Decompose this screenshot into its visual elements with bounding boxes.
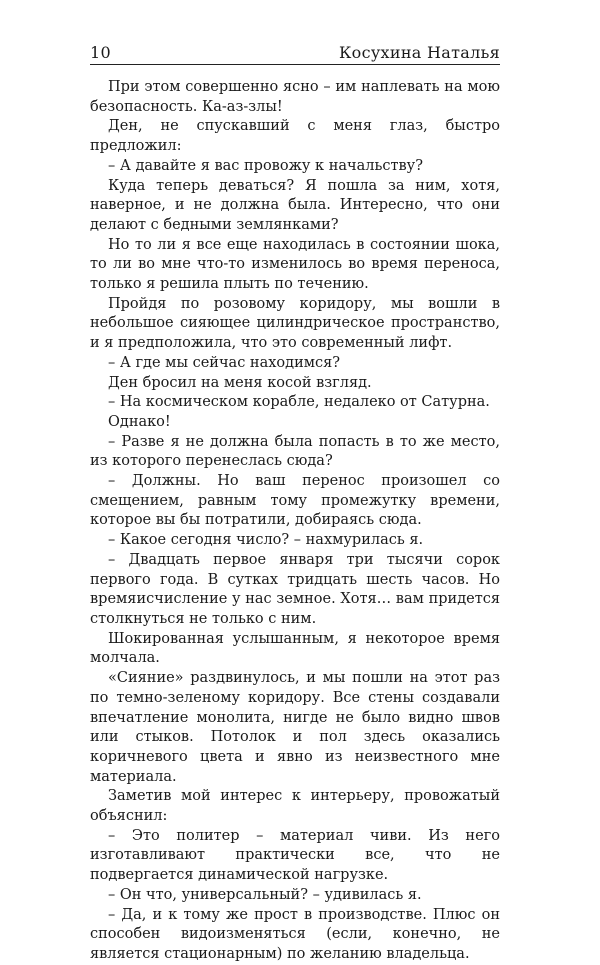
- paragraph: – Двадцать первое января три тысячи сорок первого года. В сутках тридцать шесть часов. Но времяисчисление у нас земное. Хотя… вам придется столкнуться не только с ним.: [90, 551, 500, 627]
- paragraph: Ден бросил на меня косой взгляд.: [108, 374, 372, 391]
- paragraph: – Разве я не должна была попасть в то же место, из которого перенеслась сюда?: [90, 433, 500, 470]
- paragraph: – Это политер – материал чиви. Из него изготавливают практически все, что не подвергается динамической нагрузке.: [90, 827, 500, 884]
- running-head: [90, 40, 500, 62]
- paragraph: – А давайте я вас провожу к начальству?: [108, 157, 423, 174]
- paragraph: – Он что, универсальный? – удивилась я.: [108, 886, 422, 903]
- paragraph: Заметив мой интерес к интерьеру, провожатый объяснил:: [90, 788, 500, 825]
- body-text: [90, 78, 500, 965]
- paragraph: Ден, не спускавший с меня глаз, быстро предложил:: [90, 118, 500, 155]
- paragraph: – Должны. Но ваш перенос произошел со смещением, равным тому промежутку времени, которое вы бы потратили, добираясь сюда.: [90, 473, 500, 529]
- paragraph: – А где мы сейчас находимся?: [108, 354, 341, 371]
- author-name: Косухина Наталья: [338, 43, 500, 62]
- paragraph: – На космическом корабле, недалеко от Сатурна.: [108, 394, 490, 411]
- paragraph: Однако!: [108, 413, 171, 430]
- paragraph: При этом совершенно ясно – им наплевать на мою безопасность. Ка-аз-злы!: [90, 79, 500, 115]
- paragraph: Шокированная услышанным, я некоторое время молчала.: [90, 630, 500, 667]
- paragraph: – Какое сегодня число? – нахмурилась я.: [108, 532, 424, 549]
- paragraph: Пройдя по розовому коридору, мы вошли в небольшое сияющее цилиндрическое пространство, и я предположила, что это современный лифт.: [90, 295, 500, 352]
- header-rule: [90, 64, 500, 65]
- paragraph: Но то ли я все еще находилась в состоянии шока, то ли во мне что-то изменилось во время переноса, только я решила плыть по течению.: [90, 236, 500, 293]
- paragraph: Куда теперь деваться? Я пошла за ним, хотя, наверное, и не должна была. Интересно, что они делают с бедными землянками?: [90, 177, 500, 233]
- paragraph: «Сияние» раздвинулось, и мы пошли на этот раз по темно-зеленому коридору. Все стены создавали впечатление монолита, нигде не было видно швов или стыков. Потолок и пол здесь оказались коричневого цвета и явно из неизвестного мне материала.: [90, 670, 500, 785]
- page-number: 10: [90, 43, 111, 62]
- paragraph: – Да, и к тому же прост в производстве. Плюс он способен видоизменяться (если, конечно, не является стационарным) по желанию владельца.: [90, 906, 500, 962]
